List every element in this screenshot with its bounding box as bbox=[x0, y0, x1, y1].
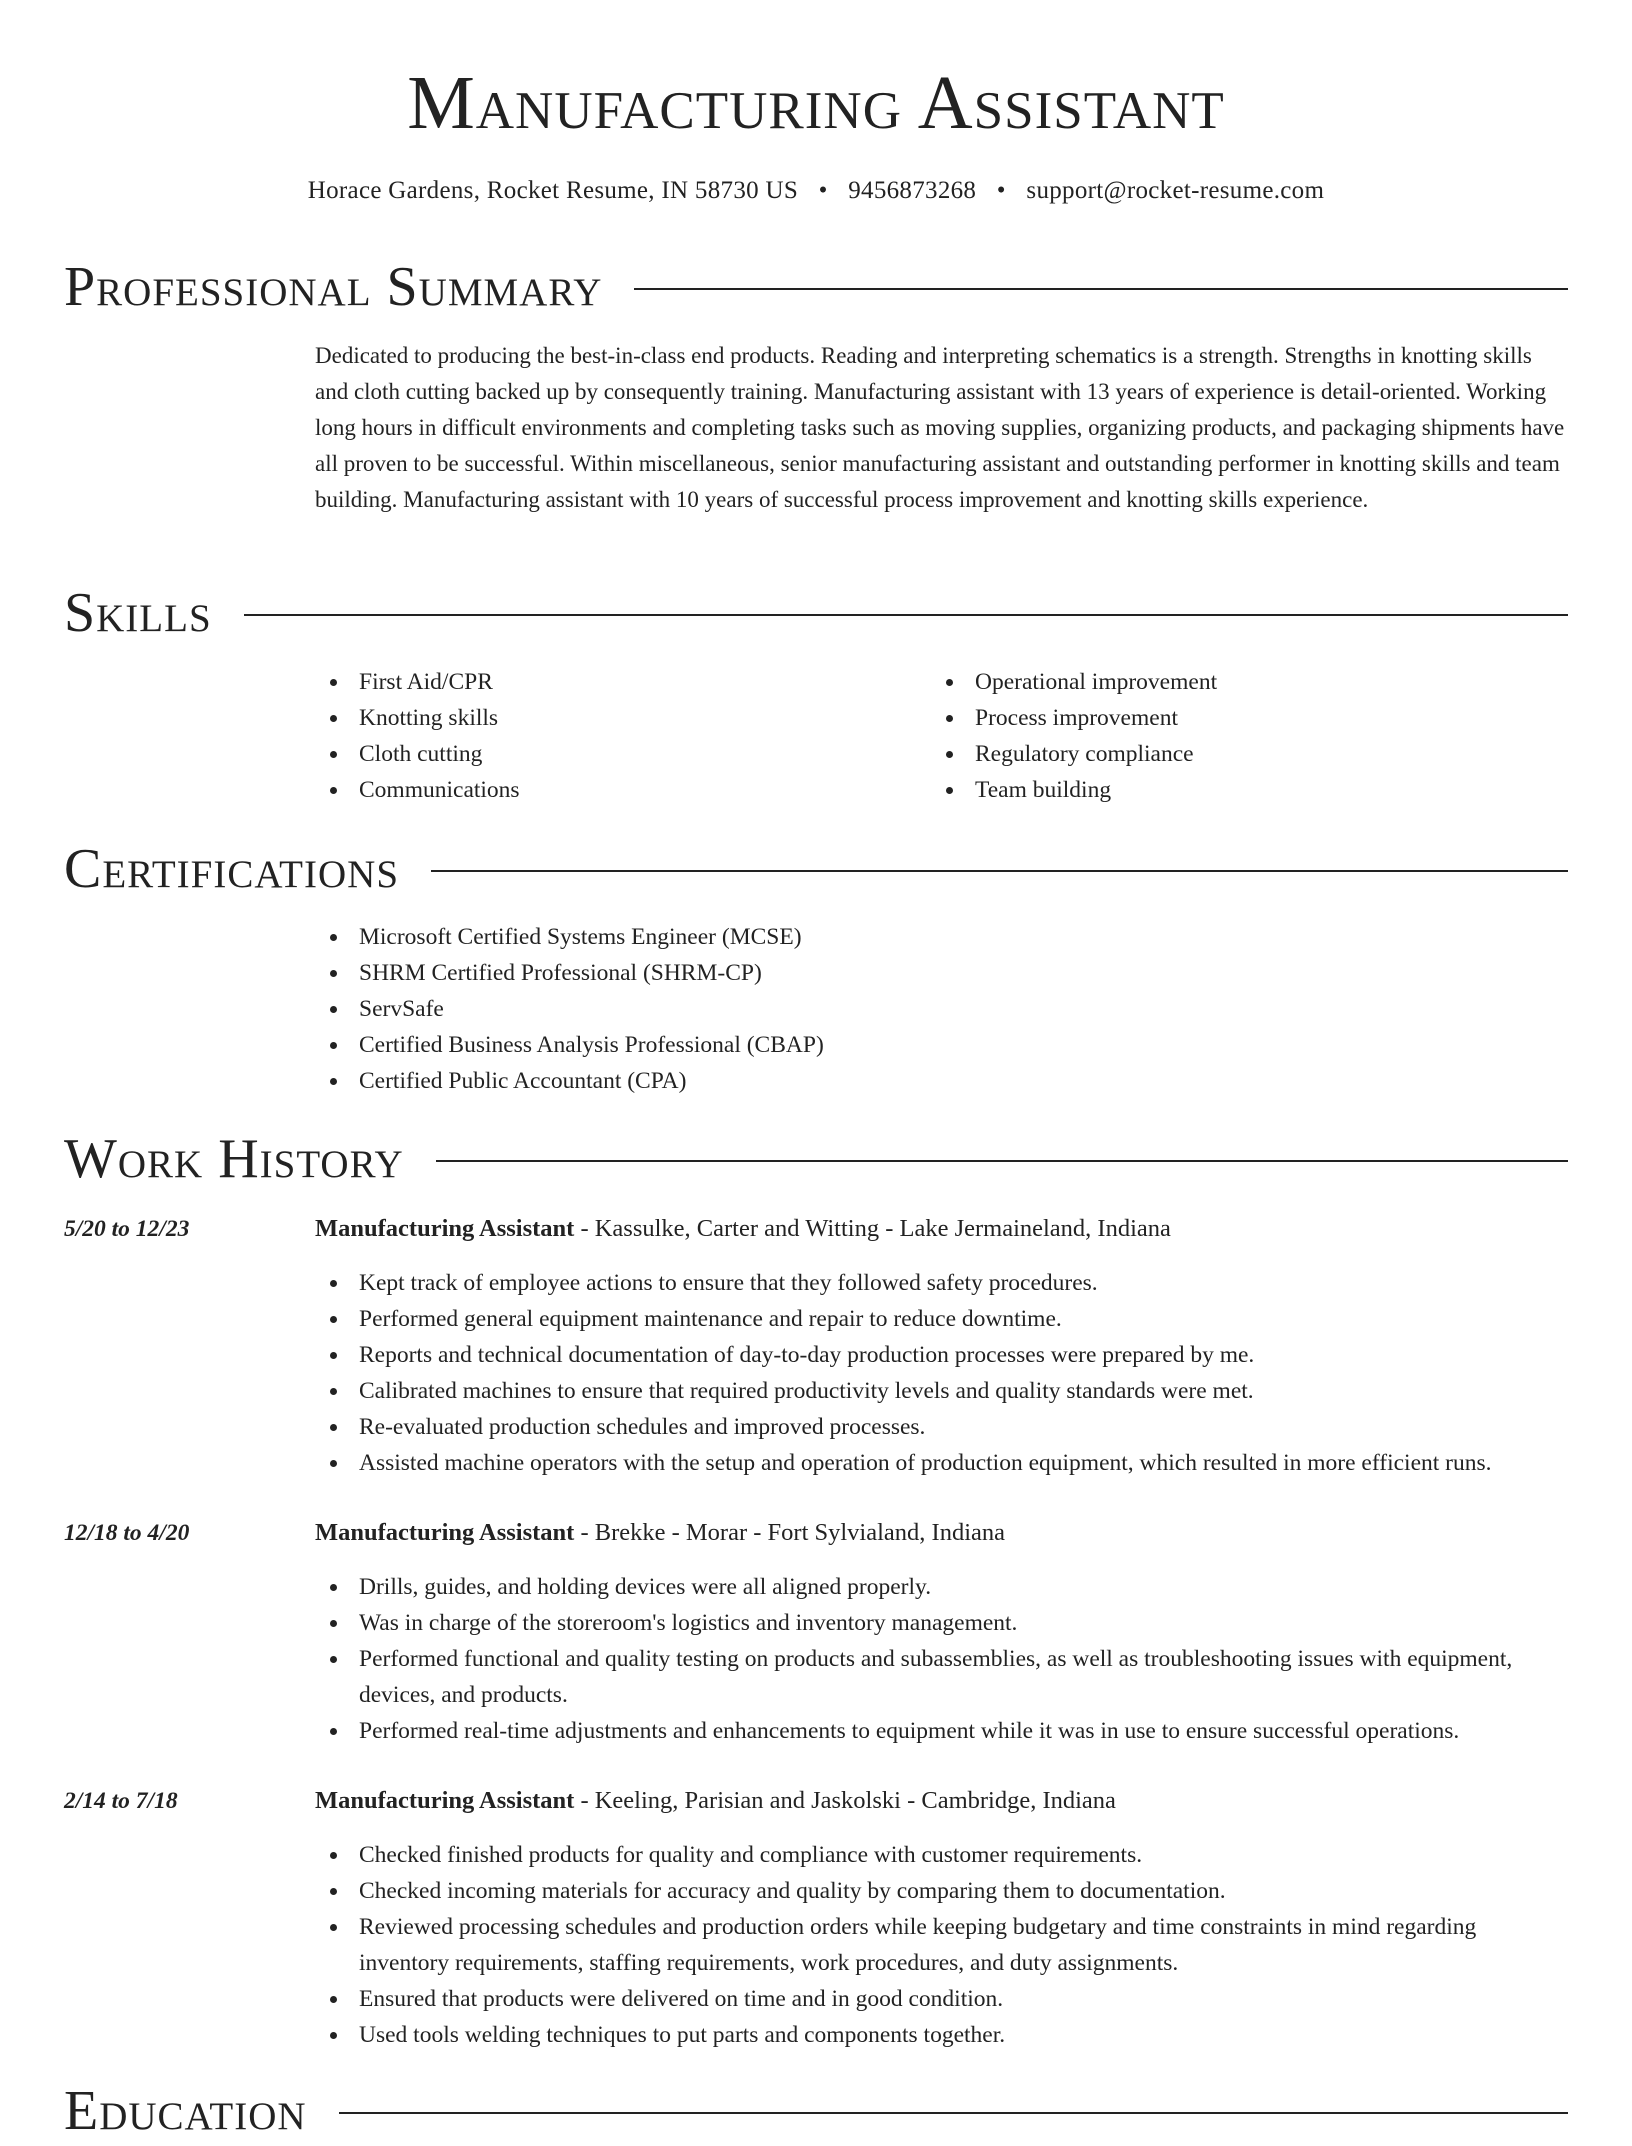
resume-name: Manufacturing Assistant bbox=[407, 61, 1225, 145]
contact-separator: • bbox=[996, 177, 1006, 204]
skills-section-header bbox=[64, 578, 1568, 648]
section-rule bbox=[431, 870, 1568, 872]
section-title: Skills bbox=[64, 582, 212, 644]
certification-item: Certified Business Analysis Professional (CBAP) bbox=[315, 1027, 1568, 1063]
job-dates: 12/18 to 4/20 bbox=[64, 1520, 190, 1546]
job-duty-item: Reviewed processing schedules and production orders while keeping budgetary and time constraints in mind regarding inventory requirements, staffing requirements, work procedures, and duty assignments. bbox=[315, 1909, 1568, 1981]
job-duty-item: Calibrated machines to ensure that required productivity levels and quality standards were met. bbox=[315, 1373, 1568, 1409]
work-history-section-header bbox=[64, 1124, 1568, 1194]
summary-text: Dedicated to producing the best-in-class end products. Reading and interpreting schematics is a strength. Strengths in knotting skills and cloth cutting backed up by consequently training. Manufacturing assistant with 13 years of experience is detail-oriented. Working long hours in difficult environments and completing tasks such as moving supplies, organizing products, and packaging shipments have all proven to be successful. Within miscellaneous, senior manufacturing assistant and outstanding performer in knotting skills and team building. Manufacturing assistant with 10 years of successful process improvement and knotting skills experience. bbox=[315, 343, 1565, 512]
job-duties-list bbox=[315, 1569, 1568, 1749]
skill-item: Team building bbox=[931, 772, 1568, 808]
job-title bbox=[315, 1783, 1568, 1819]
job-title bbox=[315, 1211, 1568, 1247]
skills-list-right bbox=[931, 664, 1568, 808]
section-rule bbox=[244, 614, 1568, 616]
skill-item: Regulatory compliance bbox=[931, 736, 1568, 772]
skill-item: First Aid/CPR bbox=[315, 664, 915, 700]
skill-item: Process improvement bbox=[931, 700, 1568, 736]
section-rule bbox=[339, 2112, 1568, 2114]
section-title: Work History bbox=[64, 1128, 404, 1190]
certifications-section-header bbox=[64, 834, 1568, 904]
skill-item: Communications bbox=[315, 772, 915, 808]
certification-item: ServSafe bbox=[315, 991, 1568, 1027]
certification-item: SHRM Certified Professional (SHRM-CP) bbox=[315, 955, 1568, 991]
section-rule bbox=[634, 288, 1568, 290]
skill-item: Cloth cutting bbox=[315, 736, 915, 772]
certification-item: Certified Public Accountant (CPA) bbox=[315, 1063, 1568, 1099]
contact-line bbox=[0, 174, 1632, 208]
summary-section-header bbox=[64, 252, 1568, 322]
job-duties-list bbox=[315, 1265, 1568, 1481]
contact-address: Horace Gardens, Rocket Resume, IN 58730 US bbox=[307, 177, 799, 204]
section-title: Education bbox=[64, 2080, 307, 2142]
job-duty-item: Ensured that products were delivered on time and in good condition. bbox=[315, 1981, 1568, 2017]
certification-item: Microsoft Certified Systems Engineer (MCSE) bbox=[315, 919, 1568, 955]
job-duty-item: Performed general equipment maintenance and repair to reduce downtime. bbox=[315, 1301, 1568, 1337]
skill-item: Operational improvement bbox=[931, 664, 1568, 700]
section-rule bbox=[436, 1160, 1568, 1162]
job-employer: - Keeling, Parisian and Jaskolski - Cambridge, Indiana bbox=[574, 1787, 1116, 1814]
skill-item: Knotting skills bbox=[315, 700, 915, 736]
job-duty-item: Kept track of employee actions to ensure that they followed safety procedures. bbox=[315, 1265, 1568, 1301]
contact-phone: 9456873268 bbox=[848, 177, 977, 204]
contact-separator: • bbox=[818, 177, 828, 204]
job-duties-list bbox=[315, 1837, 1568, 2053]
job-role: Manufacturing Assistant bbox=[315, 1519, 575, 1546]
job-duty-item: Was in charge of the storeroom's logistics and inventory management. bbox=[315, 1605, 1568, 1641]
job-duty-item: Assisted machine operators with the setup and operation of production equipment, which resulted in more efficient runs. bbox=[315, 1445, 1568, 1481]
job-duty-item: Drills, guides, and holding devices were all aligned properly. bbox=[315, 1569, 1568, 1605]
job-role: Manufacturing Assistant bbox=[315, 1787, 575, 1814]
job-duty-item: Used tools welding techniques to put parts and components together. bbox=[315, 2017, 1568, 2053]
job-duty-item: Re-evaluated production schedules and improved processes. bbox=[315, 1409, 1568, 1445]
section-title: Professional Summary bbox=[64, 256, 603, 318]
job-duty-item: Reports and technical documentation of day-to-day production processes were prepared by me. bbox=[315, 1337, 1568, 1373]
job-employer: - Brekke - Morar - Fort Sylvialand, Indiana bbox=[574, 1519, 1006, 1546]
education-section-header bbox=[64, 2076, 1568, 2146]
job-duty-item: Performed real-time adjustments and enhancements to equipment while it was in use to ensure successful operations. bbox=[315, 1713, 1568, 1749]
job-employer: - Kassulke, Carter and Witting - Lake Jermaineland, Indiana bbox=[574, 1215, 1171, 1242]
job-duty-item: Checked incoming materials for accuracy and quality by comparing them to documentation. bbox=[315, 1873, 1568, 1909]
job-duty-item: Checked finished products for quality and compliance with customer requirements. bbox=[315, 1837, 1568, 1873]
certifications-list bbox=[315, 919, 1568, 1099]
skills-list-left bbox=[315, 664, 915, 808]
job-dates: 5/20 to 12/23 bbox=[64, 1216, 190, 1242]
job-duty-item: Performed functional and quality testing on products and subassemblies, as well as troubleshooting issues with equipment, devices, and products. bbox=[315, 1641, 1568, 1713]
job-role: Manufacturing Assistant bbox=[315, 1215, 575, 1242]
job-dates: 2/14 to 7/18 bbox=[64, 1788, 178, 1814]
section-title: Certifications bbox=[64, 838, 400, 900]
job-title bbox=[315, 1515, 1568, 1551]
contact-email: support@rocket-resume.com bbox=[1026, 177, 1325, 204]
